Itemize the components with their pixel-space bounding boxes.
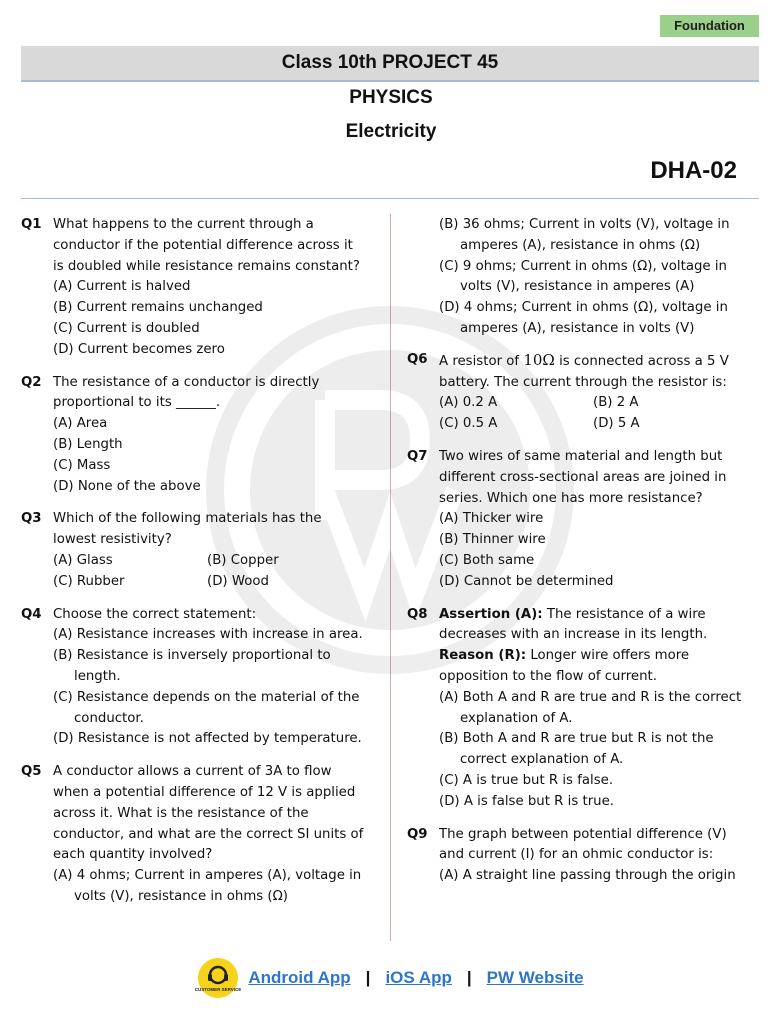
option: (B) 2 A xyxy=(593,395,639,411)
option: (D) Resistance is not affected by temperature. xyxy=(53,731,362,747)
option: (D) A is false but R is true. xyxy=(439,793,615,809)
option: (C) Both same xyxy=(439,552,535,568)
option: (C) 0.5 A xyxy=(439,416,498,432)
footer-links xyxy=(0,958,782,998)
text-part: is connected across a 5 V battery. The current through the resistor is: xyxy=(439,353,729,390)
question-q5 xyxy=(21,762,366,908)
option-text: (D) 4 ohms; Current in ohms ( xyxy=(439,300,639,316)
ohm-symbol: Ω xyxy=(637,258,648,274)
ohm-symbol: Ω xyxy=(684,237,695,253)
bracket: ) xyxy=(282,888,288,904)
option: (A) Resistance increases with increase in area. xyxy=(53,627,363,643)
question-text: Which of the following materials has the lowest resistivity? xyxy=(53,511,322,548)
reason-text: Longer wire offers more opposition to the flow of current. xyxy=(439,648,690,684)
header-divider xyxy=(21,198,759,199)
option: (C) A is true but R is false. xyxy=(439,772,614,788)
question-number: Q6 xyxy=(407,351,428,367)
option: (B) Resistance is inversely proportional to length. xyxy=(53,648,331,684)
option xyxy=(439,298,752,340)
question-q5-continued xyxy=(407,215,752,340)
option: (D) Cannot be determined xyxy=(439,573,614,589)
question-text: A conductor allows a current of 3A to flow when a potential difference of 12 V is applied across it. What is the resistance of the conductor, and what are the correct SI units of each quantity involved? xyxy=(53,764,364,863)
reason xyxy=(439,646,752,688)
separator: | xyxy=(466,968,472,987)
question-text: Two wires of same material and length but different cross-sectional areas are joined in series. Which one has more resistance? xyxy=(439,448,727,506)
question-q6 xyxy=(407,350,752,435)
option: (D) 5 A xyxy=(593,416,640,432)
question-text: The resistance of a conductor is directly proportional to its ______. xyxy=(53,374,320,411)
question-number: Q2 xyxy=(21,374,42,390)
option: (D) None of the above xyxy=(53,478,201,494)
option: (C) Resistance depends on the material of the conductor. xyxy=(53,689,360,726)
question-number: Q7 xyxy=(407,448,428,464)
ohm-symbol: Ω xyxy=(272,888,283,904)
option: (C) Current is doubled xyxy=(53,320,200,336)
option: (A) Area xyxy=(53,416,108,432)
option: (B) Current remains unchanged xyxy=(53,300,263,316)
question-text xyxy=(439,350,752,394)
question-q4 xyxy=(21,605,366,751)
option: (C) Mass xyxy=(53,457,111,473)
option: (D) Wood xyxy=(207,573,269,589)
question-q9 xyxy=(407,825,752,887)
option: (A) Both A and R are true and R is the correct explanation of A. xyxy=(439,689,742,726)
question-q3 xyxy=(21,509,366,592)
question-number: Q4 xyxy=(21,606,42,622)
assertion-text: The resistance of a wire decreases with an increase in its length. xyxy=(439,606,708,643)
question-number: Q5 xyxy=(21,764,42,780)
question-q7 xyxy=(407,447,752,593)
question-number: Q9 xyxy=(407,826,428,842)
level-badge: Foundation xyxy=(660,15,759,37)
question-number: Q8 xyxy=(407,606,428,622)
question-number: Q3 xyxy=(21,511,42,527)
bracket: ) xyxy=(694,237,701,253)
assertion-label: Assertion (A): xyxy=(439,606,543,622)
resistance-value: 10Ω xyxy=(523,350,555,369)
android-app-link[interactable]: Android App xyxy=(248,968,351,987)
headset-icon xyxy=(195,961,242,995)
question-q2 xyxy=(21,373,366,498)
assertion xyxy=(439,605,752,647)
question-text: Choose the correct statement: xyxy=(53,606,257,622)
question-q1 xyxy=(21,215,366,361)
question-number: Q1 xyxy=(21,217,42,232)
text-part: A resistor of xyxy=(439,353,524,369)
option: (A) Current is halved xyxy=(53,279,191,295)
left-column xyxy=(21,215,366,920)
option xyxy=(439,257,752,299)
option-text: (A) 4 ohms; Current in amperes (A), voltage in volts (V), resistance in ohms ( xyxy=(53,868,362,904)
option-text: ), voltage in amperes (A), resistance in volts (V) xyxy=(460,300,728,336)
option: (C) Rubber xyxy=(53,573,125,589)
option: (A) Glass xyxy=(53,552,113,568)
page-title: Class 10th PROJECT 45 xyxy=(21,46,759,82)
sheet-code: DHA-02 xyxy=(650,157,737,184)
ohm-symbol: Ω xyxy=(638,300,649,316)
option xyxy=(439,215,752,257)
option-text: (C) 9 ohms; Current in ohms ( xyxy=(439,258,638,274)
option: (D) Current becomes zero xyxy=(53,341,225,357)
logo-text: CUSTOMER SERVICE xyxy=(195,987,242,992)
option: (A) 0.2 A xyxy=(439,395,498,411)
question-text: What happens to the current through a conductor if the potential difference across it is doubled while resistance remains constant? xyxy=(53,217,360,274)
option: (B) Thinner wire xyxy=(439,532,546,548)
reason-label: Reason (R): xyxy=(439,648,527,664)
option: (B) Copper xyxy=(207,552,279,568)
customer-service-icon xyxy=(195,958,242,998)
option xyxy=(53,866,366,908)
option-text: (B) 36 ohms; Current in volts (V), voltage in amperes (A), resistance in ohms ( xyxy=(439,217,730,253)
pw-website-link[interactable]: PW Website xyxy=(486,968,584,987)
option-text: ), voltage in volts (V), resistance in amperes (A) xyxy=(460,258,727,295)
chapter-heading: Electricity xyxy=(345,121,437,142)
question-text: The graph between potential difference (V) and current (I) for an ohmic conductor is: xyxy=(439,826,727,863)
option: (A) A straight line passing through the origin xyxy=(439,868,736,884)
option: (B) Both A and R are true but R is not the correct explanation of A. xyxy=(439,731,714,768)
separator: | xyxy=(365,968,371,987)
ios-app-link[interactable]: iOS App xyxy=(385,968,452,987)
question-q8 xyxy=(407,605,752,813)
option: (A) Thicker wire xyxy=(439,511,544,527)
option: (B) Length xyxy=(53,436,123,452)
subject-heading: PHYSICS xyxy=(349,87,433,108)
right-column xyxy=(407,215,752,899)
